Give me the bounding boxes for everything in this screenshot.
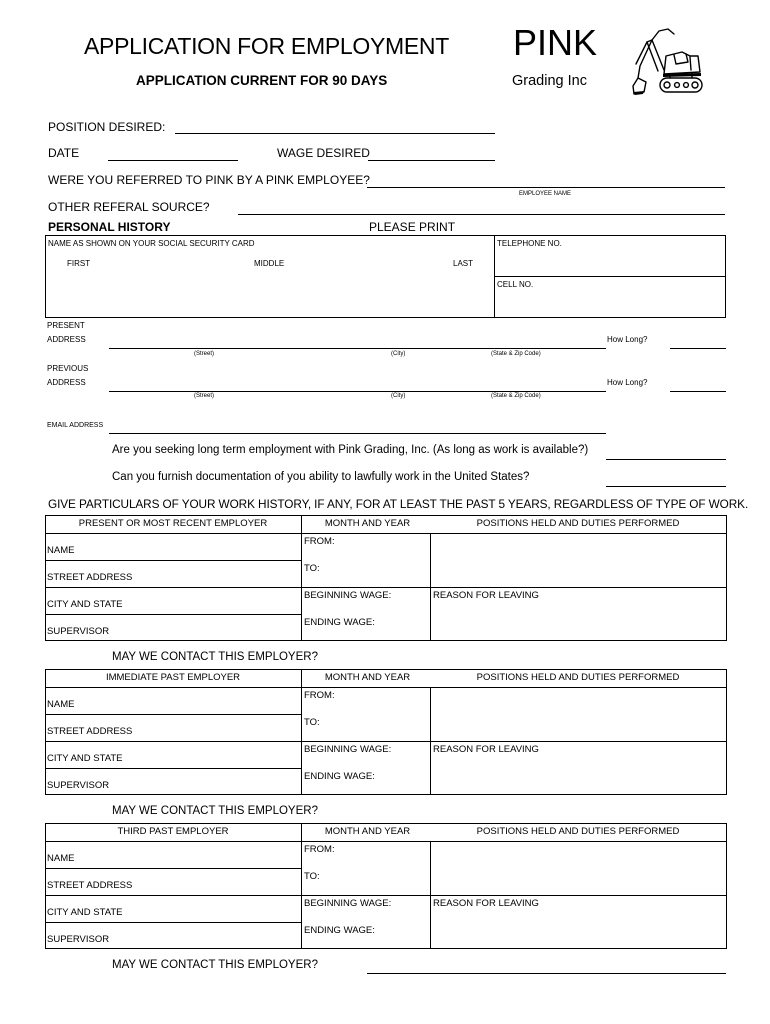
- first-name-label: FIRST: [67, 259, 91, 268]
- month-year-header: MONTH AND YEAR: [324, 518, 411, 529]
- date-field[interactable]: [108, 160, 238, 161]
- previous-state-caption: (State & Zip Code): [491, 393, 541, 399]
- long-term-answer[interactable]: [606, 459, 726, 460]
- name-ss-label: NAME AS SHOWN ON YOUR SOCIAL SECURITY CARD: [48, 239, 255, 248]
- cell-label: CELL NO.: [497, 280, 534, 289]
- ending-wage-label: ENDING WAGE:: [304, 771, 375, 782]
- employer-header: PRESENT OR MOST RECENT EMPLOYER: [78, 518, 268, 529]
- email-field[interactable]: [109, 433, 606, 434]
- employer-header: THIRD PAST EMPLOYER: [117, 826, 229, 837]
- positions-header: POSITIONS HELD AND DUTIES PERFORMED: [476, 826, 680, 837]
- divider: [45, 868, 301, 869]
- from-label: FROM:: [304, 536, 335, 547]
- position-desired-label: POSITION DESIRED:: [48, 120, 166, 134]
- divider: [301, 823, 302, 949]
- present-address-label: ADDRESS: [47, 335, 86, 344]
- wage-desired-field[interactable]: [368, 160, 495, 161]
- contact-employer-question: MAY WE CONTACT THIS EMPLOYER?: [112, 805, 318, 817]
- beginning-wage-label: BEGINNING WAGE:: [304, 898, 392, 909]
- previous-street-caption: (Street): [194, 393, 215, 399]
- previous-label: PREVIOUS: [47, 364, 89, 373]
- documentation-answer[interactable]: [606, 486, 726, 487]
- position-desired-field[interactable]: [175, 133, 495, 134]
- name-label: NAME: [47, 853, 75, 864]
- reason-for-leaving-label: REASON FOR LEAVING: [433, 590, 539, 601]
- divider: [45, 895, 301, 896]
- supervisor-label: SUPERVISOR: [47, 780, 110, 791]
- contact-employer-question: MAY WE CONTACT THIS EMPLOYER?: [112, 959, 318, 971]
- personal-history-heading: PERSONAL HISTORY: [48, 220, 171, 234]
- present-how-long-field[interactable]: [670, 348, 726, 349]
- reason-for-leaving-label: REASON FOR LEAVING: [433, 744, 539, 755]
- date-label: DATE: [48, 146, 80, 160]
- present-address-field[interactable]: [109, 348, 606, 349]
- street-address-label: STREET ADDRESS: [47, 572, 133, 583]
- reason-for-leaving-label: REASON FOR LEAVING: [433, 898, 539, 909]
- middle-name-label: MIDDLE: [254, 259, 285, 268]
- divider: [301, 741, 726, 742]
- previous-city-caption: (City): [391, 393, 406, 399]
- beginning-wage-label: BEGINNING WAGE:: [304, 744, 392, 755]
- to-label: TO:: [304, 563, 320, 574]
- contact-employer-question: MAY WE CONTACT THIS EMPLOYER?: [112, 651, 318, 663]
- divider: [45, 922, 301, 923]
- present-state-caption: (State & Zip Code): [491, 351, 541, 357]
- previous-how-long-label: How Long?: [607, 378, 648, 387]
- from-label: FROM:: [304, 844, 335, 855]
- divider: [45, 768, 301, 769]
- form-subtitle: APPLICATION CURRENT FOR 90 DAYS: [136, 73, 388, 88]
- other-source-label: OTHER REFERAL SOURCE?: [48, 200, 210, 214]
- final-contact-field[interactable]: [367, 973, 726, 974]
- supervisor-label: SUPERVISOR: [47, 934, 110, 945]
- divider: [301, 895, 726, 896]
- divider: [301, 515, 302, 641]
- other-source-field[interactable]: [238, 214, 725, 215]
- please-print-label: PLEASE PRINT: [369, 220, 456, 234]
- beginning-wage-label: BEGINNING WAGE:: [304, 590, 392, 601]
- previous-address-label: ADDRESS: [47, 378, 86, 387]
- divider: [45, 841, 726, 842]
- name-label: NAME: [47, 545, 75, 556]
- ending-wage-label: ENDING WAGE:: [304, 925, 375, 936]
- from-label: FROM:: [304, 690, 335, 701]
- to-label: TO:: [304, 717, 320, 728]
- to-label: TO:: [304, 871, 320, 882]
- city-state-label: CITY AND STATE: [47, 599, 123, 610]
- positions-header: POSITIONS HELD AND DUTIES PERFORMED: [476, 672, 680, 683]
- previous-how-long-field[interactable]: [670, 391, 726, 392]
- present-city-caption: (City): [391, 351, 406, 357]
- excavator-icon: [630, 26, 706, 102]
- city-state-label: CITY AND STATE: [47, 907, 123, 918]
- present-label: PRESENT: [47, 321, 85, 330]
- divider: [45, 587, 301, 588]
- employer-header: IMMEDIATE PAST EMPLOYER: [105, 672, 241, 683]
- month-year-header: MONTH AND YEAR: [324, 826, 411, 837]
- divider: [45, 560, 301, 561]
- email-label: EMAIL ADDRESS: [47, 422, 104, 429]
- divider: [45, 533, 726, 534]
- divider: [45, 741, 301, 742]
- referred-question: WERE YOU REFERRED TO PINK BY A PINK EMPLOYEE?: [48, 173, 370, 187]
- long-term-question: Are you seeking long term employment with Pink Grading, Inc. (As long as work is available?): [112, 444, 589, 456]
- ending-wage-label: ENDING WAGE:: [304, 617, 375, 628]
- positions-header: POSITIONS HELD AND DUTIES PERFORMED: [476, 518, 680, 529]
- company-name: PINK: [513, 22, 598, 63]
- wage-desired-label: WAGE DESIRED: [277, 146, 370, 160]
- form-title: APPLICATION FOR EMPLOYMENT: [84, 33, 449, 59]
- present-how-long-label: How Long?: [607, 335, 648, 344]
- divider: [301, 587, 726, 588]
- previous-address-field[interactable]: [109, 391, 606, 392]
- telephone-label: TELEPHONE NO.: [497, 239, 562, 248]
- work-history-heading: GIVE PARTICULARS OF YOUR WORK HISTORY, IF ANY, FOR AT LEAST THE PAST 5 YEARS, REGARDLESS OF TYPE OF WORK.: [48, 497, 749, 511]
- supervisor-label: SUPERVISOR: [47, 626, 110, 637]
- divider: [45, 687, 726, 688]
- employee-name-caption: EMPLOYEE NAME: [519, 191, 572, 197]
- city-state-label: CITY AND STATE: [47, 753, 123, 764]
- referred-field[interactable]: [367, 187, 725, 188]
- present-street-caption: (Street): [194, 351, 215, 357]
- last-name-label: LAST: [453, 259, 474, 268]
- company-suffix: Grading Inc: [512, 73, 587, 89]
- street-address-label: STREET ADDRESS: [47, 726, 133, 737]
- divider: [45, 714, 301, 715]
- documentation-question: Can you furnish documentation of you ability to lawfully work in the United States?: [112, 471, 530, 483]
- name-label: NAME: [47, 699, 75, 710]
- month-year-header: MONTH AND YEAR: [324, 672, 411, 683]
- divider: [45, 614, 301, 615]
- divider: [301, 669, 302, 795]
- street-address-label: STREET ADDRESS: [47, 880, 133, 891]
